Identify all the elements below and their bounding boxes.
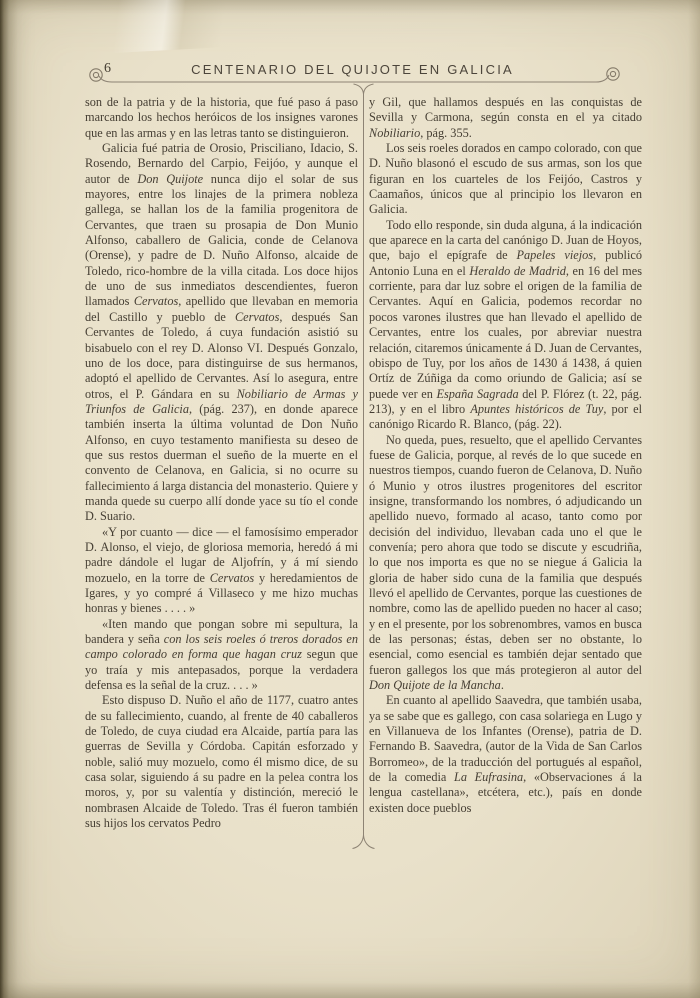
text-run: «Y por cuanto — dice — el famosísimo emperador D. Alonso, el viejo, de gloriosa memoria, heredó á mi padre dándole el lugar de Aljofrín, y á mí siendo mozuelo, en la torre de (85, 524, 358, 585)
page-number: 6 (104, 61, 111, 76)
italic-text-run: Don Quijote (137, 171, 204, 186)
text-run: Los seis roeles dorados en campo colorado, con que D. Nuño blasonó el escudo de sus armas, son los que figuran en los cuarteles de los Feijóo, Castros y Caamaños, únicos que al principio los llevaron en Galicia. (369, 141, 642, 217)
text-run: , en 16 del mes corriente, para dar luz sobre el origen de la familia de Cervantes. Aquí en Galicia, podemos recordar no pocos varones ilustres que han llevado el apellido de Cervantes, entre los cuales, por abreviar nuestra relación, citaremos únicamente á D. Juan de Cervantes, obispo de Tuy, por los años de 1430 á 1438, á quien Ortíz de Zúñiga da como oriundo de Galicia; así se puede ver en (369, 263, 642, 401)
text-column-left (85, 95, 358, 863)
text-run: segun que yo traía y mis antepasados, porque la verdadera defensa es la señal de la cruz. . . . » (85, 647, 358, 693)
italic-text-run: Nobiliario de Armas y Triunfos de Galicia (85, 386, 358, 416)
text-run: , (pág. 237), en donde aparece también inserta la última voluntad de Don Nuño Alfonso, en cuyo testamento manifiesta su deseo de que sus restos duerman el sueño de la muerte en el convento de Celanova, en Galicia, si no ocurre su fallecimiento á larga distancia del monasterio. Quiere y manda quede su cuerpo allí donde yace su tío el conde D. Suario. (85, 401, 358, 524)
italic-text-run: La Eufrasina (454, 770, 524, 785)
paragraph (85, 693, 358, 831)
italic-text-run: Apuntes históricos de Tuy (470, 401, 604, 416)
text-run: , publicó Antonio Luna en el (369, 248, 642, 278)
paragraph (369, 693, 642, 816)
text-run: del P. Flórez (t. 22, pág. 213), y en el libro (369, 386, 642, 416)
text-run: En cuanto al apellido Saavedra, que también usaba, ya se sabe que es gallego, con casa solariega en Lugo y en Villanueva de los Infantes (Orense), patria de D. Fernando B. Saavedra, (autor de la Vida de San Carlos Borromeo», de la traducción del portugués al español, de la comedia (369, 693, 642, 785)
text-run: y Gil, que hallamos después en las conquistas de Sevilla y Carmona, según consta en el ya citado (369, 95, 642, 125)
italic-text-run: Cervatos (133, 294, 179, 309)
text-run: Esto dispuso D. Nuño el año de 1177, cuatro antes de su fallecimiento, cuando, al frente de 40 caballeros de Toledo, de cuya ciudad era Alcaide, partía para las guerras de Sevilla y Córdoba. Capitán esforzado y noble, salió muy mozuelo, como él mismo dice, de su casa solar, siguiendo á su padre en la pelea contra los moros, y, por su valentía y distinción, mereció le nombrasen Alcaide de Toledo. Tras él fueron también sus hijos los cervatos Pedro (85, 693, 358, 831)
paragraph (369, 433, 642, 694)
paragraph (369, 95, 642, 141)
italic-text-run: Papeles viejos (516, 248, 594, 263)
italic-text-run: Nobiliario (369, 125, 421, 140)
italic-text-run: Cervatos (234, 309, 280, 324)
text-run: , pág. 355. (420, 125, 472, 140)
text-run: nunca dijo el solar de sus mayores, entre los linajes de la primera nobleza gallega, se hallan los de la familia progenitora de Cervantes, que traen su prosapia de Don Munio Alfonso, caballero de Galicia, conde de Celanova (Orense), y padre de D. Nuño Alfonso, alcaide de Toledo, rico-hombre de la villa citada. Los doce hijos de uno de sus inmediatos descendientes, fueron llamados (85, 171, 358, 309)
text-run: son de la patria y de la historia, que fué paso á paso marcando los hechos heróicos de los insignes varones que en las armas y en las letras tanto se distinguieron. (85, 95, 358, 140)
page-header-title: CENTENARIO DEL QUIJOTE EN GALICIA (191, 62, 514, 77)
text-run: Todo ello responde, sin duda alguna, á la indicación que aparece en la carta del canónigo D. Juan de Hoyos, que, bajo el epígrafe de (369, 217, 642, 263)
text-run: , después San Cervantes de Toledo, á cuya fundación asistió su bisabuelo con el rey D. Alonso VI. Después Gonzalo, uno de los doce, para distinguirse de sus hermanos, adoptó el apellido de Cervantes. Así lo asegura, entre otros, el P. Gándara en su (85, 309, 358, 401)
paragraph (369, 218, 642, 433)
paragraph (85, 525, 358, 617)
text-run: No queda, pues, resuelto, que el apellido Cervantes fuese de Galicia, porque, al revés de lo que sucede en nuestros tiempos, cuando fueron de Celanova, D. Nuño ó Munio y otros ilustres progenitores del escritor insigne, transformando los nombres, ó adjudicando un apellido nuevo, formado al acaso, tanto como por decisión del individuo, llevaban cada uno el que le convenía; pero ahora que todo se discute y escudriña, lo que nos importa es que no se niegue á Galicia la gloria de haber sido cuna de la familia que después llevó el apellido de Cervantes, porque las cuestiones de nombre, como las de apellido pueden no hacer al caso; y en el presente, por los sobrenombres, vamos en busca de las personas; éstas, deben ser no obstante, lo esencial, como esencial es también dejar sentado que fueron gallegos los que más protegieron al autor del (369, 432, 642, 677)
paragraph (85, 141, 358, 525)
text-run: . (500, 678, 504, 693)
text-run: y heredamientos de Igares, y yo compré á Villaseco y me hizo muchas honras y bienes . . . . » (85, 570, 358, 616)
italic-text-run: Cervatos (209, 570, 255, 585)
text-run: , «Observaciones á la lengua castellana», etcétera, etc.), país en donde existen doce pueblos (369, 770, 642, 815)
italic-text-run: Don Quijote de la Mancha (369, 678, 501, 693)
italic-text-run: España Sagrada (436, 386, 519, 401)
text-column-right (369, 95, 642, 863)
paragraph (85, 95, 358, 141)
text-run: , apellido que llevaban en memoria del Castillo y pueblo de (85, 294, 358, 324)
italic-text-run: Heraldo de Madrid (469, 263, 566, 278)
spiral-ornament-right-icon (605, 66, 621, 82)
text-run: «Iten mando que pongan sobre mi sepultura, la bandera y seña (85, 616, 358, 647)
paragraph (85, 617, 358, 694)
italic-text-run: con los seis roeles ó treros dorados en campo colorado en forma que hagan cruz (85, 632, 358, 662)
text-run: , por el canónigo Ricardo R. Blanco, (pág. 22). (369, 401, 642, 432)
text-run: Galicia fué patria de Orosio, Prisciliano, Idacio, S. Rosendo, Bernardo del Carpio, Feijóo, y aunque el autor de (85, 141, 358, 186)
paragraph (369, 141, 642, 218)
